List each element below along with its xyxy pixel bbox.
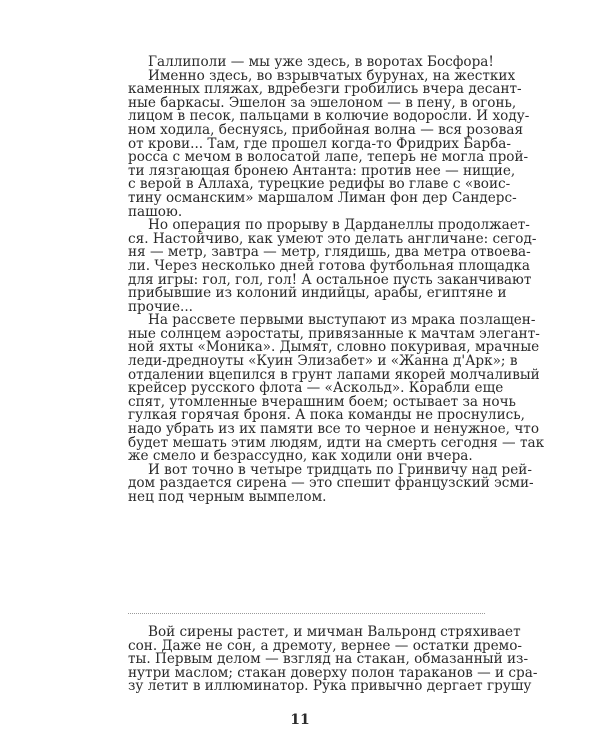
text-line: ной яхты «Моника». Дымят, словно покуривая, мрачные xyxy=(128,339,540,356)
text-line: росса с мечом в волосатой лапе, теперь не могла прой- xyxy=(128,149,529,166)
text-line: Но операция по прорыву в Дарданеллы продолжает- xyxy=(148,217,530,234)
text-line: Галлиполи — мы уже здесь, в воротах Босфора! xyxy=(148,54,494,70)
text-section-1 xyxy=(128,53,545,505)
text-line: сон. Даже не сон, а дремоту, вернее — остатки дремо- xyxy=(128,637,522,654)
text-line: ные баркасы. Эшелон за эшелоном — в пену, в огонь, xyxy=(128,94,517,111)
text-line: ном ходила, беснуясь, прибойная волна — вся розовая xyxy=(128,121,524,138)
paragraph xyxy=(128,53,494,70)
text-line: пашою. xyxy=(128,203,183,220)
text-line: прочие... xyxy=(128,298,194,315)
text-line: нец под черным вымпелом. xyxy=(128,489,327,505)
text-line: от крови... Там, где прошел когда-то Фридрих Барба- xyxy=(128,135,511,152)
text-line: лицом в песок, пальцами в колючие водоросли. И ходу- xyxy=(128,108,530,125)
page-number: 11 xyxy=(290,712,310,728)
text-line: надо убрать из их памяти все то черное и ненужное, что xyxy=(128,421,540,438)
text-line: нутри маслом; стакан доверху полон тараканов — и сра- xyxy=(128,664,538,681)
paragraph xyxy=(128,624,538,695)
text-line: дом раздается сирена — это спешит французский эсми- xyxy=(128,475,534,492)
paragraph xyxy=(128,311,545,465)
text-line: ся. Настойчиво, как умеют это делать англичане: сегод- xyxy=(128,230,537,247)
text-line: каменных пляжах, вдребезги гробились вчера десант- xyxy=(128,81,522,98)
text-line: с верой в Аллаха, турецкие редифы во главе с «воис- xyxy=(128,176,511,193)
text-line: зу летит в иллюминатор. Рука привычно дергает грушу xyxy=(128,678,532,695)
text-line: Именно здесь, во взрывчатых бурунах, на жестких xyxy=(148,67,516,84)
paragraph xyxy=(128,216,537,315)
text-line: крейсер русского флота — «Аскольд». Корабли еще xyxy=(128,380,504,397)
text-line: ли. Через несколько дней готова футбольная площадка xyxy=(128,257,530,274)
text-section-2 xyxy=(128,624,538,695)
paragraph xyxy=(128,67,530,220)
paragraph xyxy=(128,461,534,505)
text-line: отдалении вцепился в грунт лапами якорей молчаливый xyxy=(128,366,540,383)
text-line: гулкая горячая броня. А пока команды не проснулись, xyxy=(128,407,525,424)
text-line: тину османским» маршалом Лиман фон дер Сандерс- xyxy=(128,189,517,206)
text-line: ные солнцем аэростаты, привязанные к мачтам элегант- xyxy=(128,325,540,342)
text-line: леди-дредноуты «Куин Элизабет» и «Жанна д'Арк»; в xyxy=(128,353,518,370)
text-line: будет мешать этим людям, идти на смерть сегодня — так xyxy=(128,434,545,451)
text-line: ти лязгающая бронею Антанта: против нее — нищие, xyxy=(128,162,516,179)
text-line: ня — метр, завтра — метр, глядишь, два метра отвоева- xyxy=(128,244,531,261)
text-line: прибывшие из колоний индийцы, арабы, египтяне и xyxy=(128,285,507,302)
text-line: же смело и безрассудно, как ходили они вчера. xyxy=(128,448,473,465)
section-divider xyxy=(128,613,485,614)
text-line: спят, утомленные вчерашним боем; остывает за ночь xyxy=(128,393,516,410)
text-line: ты. Первым делом — взгляд на стакан, обмазанный из- xyxy=(128,651,529,668)
text-line: И вот точно в четыре тридцать по Гринвичу над рей- xyxy=(148,461,532,478)
text-line: На рассвете первыми выступают из мрака позлащен- xyxy=(148,312,536,329)
text-line: для игры: гол, гол, гол! А остальное пусть заканчивают xyxy=(128,271,532,288)
text-line: Вой сирены растет, и мичман Вальронд стряхивает xyxy=(148,624,521,640)
